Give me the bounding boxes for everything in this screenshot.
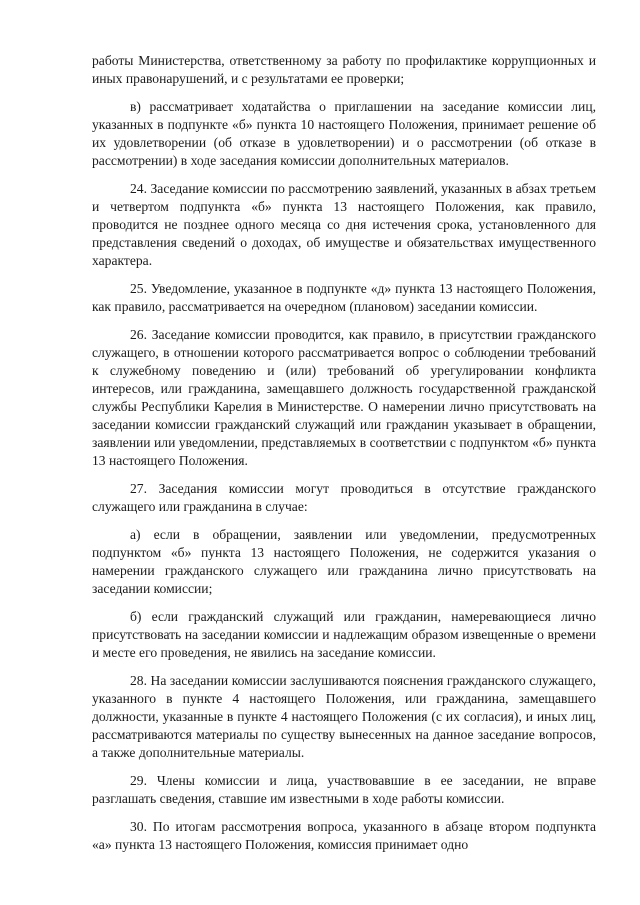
paragraph-continuation: работы Министерства, ответственному за работу по профилактике коррупционных и иных правонарушений, и с результатами ее проверки; (92, 53, 596, 86)
paragraph-30: 30. По итогам рассмотрения вопроса, указанного в абзаце втором подпункта «а» пункта 13 настоящего Положения, комиссия принимает одно (92, 819, 596, 852)
document-page (92, 52, 596, 864)
paragraph-25: 25. Уведомление, указанное в подпункте «д» пункта 13 настоящего Положения, как правило, рассматривается на очередном (плановом) заседании комиссии. (92, 281, 596, 314)
paragraph-27-b: б) если гражданский служащий или гражданин, намеревающиеся лично присутствовать на заседании комиссии и надлежащим образом извещенные о времени и месте его проведения, не явились на заседание комиссии. (92, 609, 596, 660)
paragraph-27-a: а) если в обращении, заявлении или уведомлении, предусмотренных подпунктом «б» пункта 13 настоящего Положения, не содержится указания о намерении гражданского служащего или гражданина лично присутствовать на заседании комиссии; (92, 527, 596, 596)
paragraph-28: 28. На заседании комиссии заслушиваются пояснения гражданского служащего, указанного в пункте 4 настоящего Положения, или гражданина, замещавшего должности, указанные в пункте 4 настоящего Положения (с их согласия), и иных лиц, рассматриваются материалы по существу вынесенных на данное заседание вопросов, а также дополнительные материалы. (92, 673, 596, 760)
paragraph-subitem-v: в) рассматривает ходатайства о приглашении на заседание комиссии лиц, указанных в подпункте «б» пункта 10 настоящего Положения, принимает решение об их удовлетворении (об отказе в удовлетворении) и о рассмотрении (об отказе в рассмотрении) в ходе заседания комиссии дополнительных материалов. (92, 99, 596, 168)
paragraph-27: 27. Заседания комиссии могут проводиться в отсутствие гражданского служащего или гражданина в случае: (92, 481, 596, 514)
paragraph-29: 29. Члены комиссии и лица, участвовавшие в ее заседании, не вправе разглашать сведения, ставшие им известными в ходе работы комиссии. (92, 773, 596, 806)
paragraph-26: 26. Заседание комиссии проводится, как правило, в присутствии гражданского служащего, в отношении которого рассматривается вопрос о соблюдении требований к служебному поведению и (или) требований об урегулировании конфликта интересов, или гражданина, замещавшего должность государственной гражданской службы Республики Карелия в Министерстве. О намерении лично присутствовать на заседании комиссии гражданский служащий или гражданин указывает в обращении, заявлении или уведомлении, представляемых в соответствии с подпунктом «б» пункта 13 настоящего Положения. (92, 327, 596, 468)
paragraph-24: 24. Заседание комиссии по рассмотрению заявлений, указанных в абзах третьем и четвертом подпункта «б» пункта 13 настоящего Положения, как правило, проводится не позднее одного месяца со дня истечения срока, установленного для представления сведений о доходах, об имуществе и обязательствах имущественного характера. (92, 181, 596, 268)
